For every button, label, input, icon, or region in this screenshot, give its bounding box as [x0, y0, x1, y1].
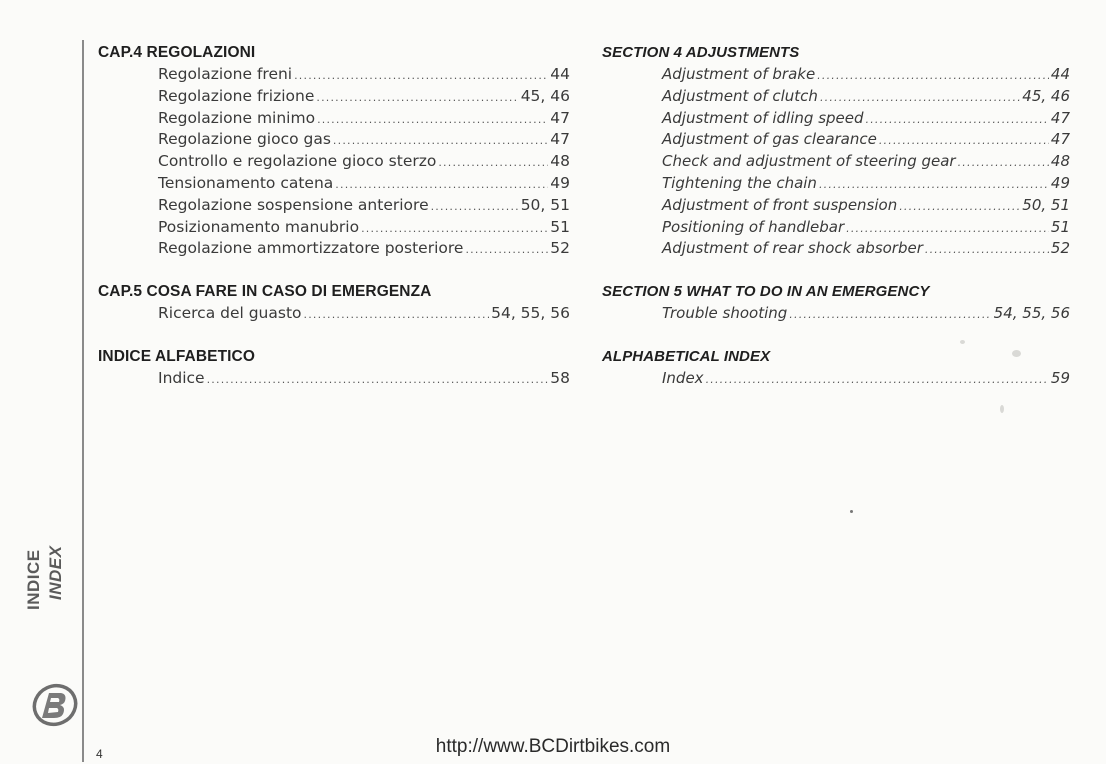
dot-leader	[817, 65, 1049, 87]
toc-entry[interactable]	[662, 368, 1070, 390]
english-column	[602, 42, 1070, 411]
scan-speck	[960, 340, 965, 344]
entry-page: 45, 46	[1022, 86, 1070, 105]
entry-label: Regolazione sospensione anteriore	[158, 195, 429, 214]
entry-page: 48	[550, 152, 570, 171]
section-title: CAP.5 COSA FARE IN CASO DI EMERGENZA	[98, 283, 432, 301]
entry-label: Posizionamento manubrio	[158, 217, 360, 236]
entry-label: Adjustment of gas clearance	[662, 130, 877, 149]
entry-page: 54, 55, 56	[993, 304, 1070, 323]
toc-entry[interactable]	[662, 151, 1070, 173]
entry-label: Check and adjustment of steering gear	[662, 152, 956, 171]
section-it-cap5	[98, 281, 570, 325]
entry-page: 52	[1050, 239, 1070, 258]
dot-leader	[879, 130, 1049, 152]
entry-page: 58	[550, 368, 570, 387]
toc-entry[interactable]	[662, 86, 1070, 108]
section-title: ALPHABETICAL INDEX	[602, 347, 771, 365]
toc-entry[interactable]	[662, 64, 1070, 86]
entry-page: 51	[550, 217, 570, 236]
toc-entry[interactable]	[158, 368, 570, 390]
toc-entry[interactable]	[662, 108, 1070, 130]
dot-leader	[789, 304, 991, 326]
toc-entry[interactable]	[662, 195, 1070, 217]
entry-page: 44	[550, 65, 570, 83]
entry-page: 47	[1050, 130, 1070, 149]
dot-leader	[846, 218, 1049, 240]
section-it-index	[98, 346, 570, 390]
toc-entry[interactable]	[158, 195, 570, 217]
scan-speck	[1000, 405, 1004, 413]
side-label-italian: INDICE	[24, 549, 43, 610]
dot-leader	[294, 65, 548, 87]
entry-page: 45, 46	[520, 86, 570, 105]
entry-page: 51	[1050, 217, 1070, 236]
toc-entry[interactable]	[158, 108, 570, 130]
entry-page: 47	[550, 108, 570, 127]
dot-leader	[899, 196, 1020, 218]
dot-leader	[820, 87, 1020, 109]
toc-entry[interactable]	[662, 129, 1070, 151]
entry-label: Adjustment of front suspension	[662, 195, 898, 214]
entry-label: Adjustment of idling speed	[662, 108, 864, 127]
entry-page: 44	[1050, 65, 1070, 83]
toc-entry[interactable]	[662, 173, 1070, 195]
entry-page: 54, 55, 56	[491, 304, 570, 323]
entry-page: 59	[1050, 368, 1070, 387]
entry-page: 50, 51	[1022, 195, 1070, 214]
footer-url-link[interactable]: http://www.BCDirtbikes.com	[435, 736, 671, 757]
section-it-cap4	[98, 42, 570, 260]
toc-entry[interactable]	[158, 173, 570, 195]
dot-leader	[431, 196, 519, 218]
entry-label: Regolazione frizione	[158, 86, 315, 105]
toc-entry[interactable]	[662, 238, 1070, 260]
section-title: INDICE ALFABETICO	[98, 347, 255, 365]
entry-label: Regolazione freni	[158, 65, 293, 83]
toc-entry[interactable]	[158, 129, 570, 151]
section-en-5	[602, 281, 1070, 325]
entry-label: Regolazione ammortizzatore posteriore	[158, 239, 464, 258]
side-tab-label	[18, 528, 72, 618]
italian-column	[98, 42, 570, 411]
scan-speck	[850, 510, 853, 513]
toc-entry[interactable]	[662, 303, 1070, 325]
dot-leader	[819, 174, 1049, 196]
side-label-english: INDEX	[46, 545, 65, 600]
entry-label: Trouble shooting	[662, 304, 788, 323]
entry-label: Regolazione gioco gas	[158, 130, 331, 149]
entry-label: Regolazione minimo	[158, 108, 316, 127]
section-title: SECTION 5 WHAT TO DO IN AN EMERGENCY	[602, 283, 930, 301]
entry-page: 47	[550, 130, 570, 149]
toc-entry[interactable]	[158, 64, 570, 86]
margin-rule	[82, 40, 84, 762]
toc-entry[interactable]	[158, 238, 570, 260]
entry-page: 47	[1050, 108, 1070, 127]
entry-label: Tightening the chain	[662, 173, 817, 192]
entry-label: Index	[662, 368, 704, 387]
dot-leader	[925, 239, 1049, 261]
toc-entry[interactable]	[158, 217, 570, 239]
entry-label: Tensionamento catena	[158, 173, 334, 192]
entry-label: Controllo e regolazione gioco sterzo	[158, 152, 437, 171]
page-number: 4	[96, 747, 103, 761]
dot-leader	[317, 109, 548, 131]
dot-leader	[316, 87, 518, 109]
dot-leader	[361, 218, 548, 240]
section-en-index	[602, 346, 1070, 390]
toc-entry[interactable]	[158, 303, 570, 325]
entry-page: 48	[1050, 152, 1070, 171]
dot-leader	[335, 174, 548, 196]
entry-label: Positioning of handlebar	[662, 217, 845, 236]
entry-label: Adjustment of brake	[662, 65, 816, 83]
dot-leader	[958, 152, 1049, 174]
section-en-4	[602, 42, 1070, 260]
toc-entry[interactable]	[158, 86, 570, 108]
entry-page: 49	[1050, 173, 1070, 192]
dot-leader	[706, 369, 1049, 391]
dot-leader	[333, 130, 548, 152]
section-title: CAP.4 REGOLAZIONI	[98, 44, 256, 61]
entry-label: Indice	[158, 368, 205, 387]
entry-label: Adjustment of rear shock absorber	[662, 239, 923, 258]
entry-page: 52	[550, 239, 570, 258]
entry-label: Ricerca del guasto	[158, 304, 302, 323]
dot-leader	[207, 369, 549, 391]
dot-leader	[866, 109, 1049, 131]
section-title: SECTION 4 ADJUSTMENTS	[602, 44, 800, 61]
toc-entry[interactable]	[662, 217, 1070, 239]
entry-page: 50, 51	[520, 195, 570, 214]
dot-leader	[438, 152, 548, 174]
entry-label: Adjustment of clutch	[662, 86, 818, 105]
toc-entry[interactable]	[158, 151, 570, 173]
bimota-b-logo-icon	[30, 680, 80, 730]
scan-speck	[1012, 350, 1021, 357]
dot-leader	[465, 239, 548, 261]
entry-page: 49	[550, 173, 570, 192]
dot-leader	[304, 304, 490, 326]
